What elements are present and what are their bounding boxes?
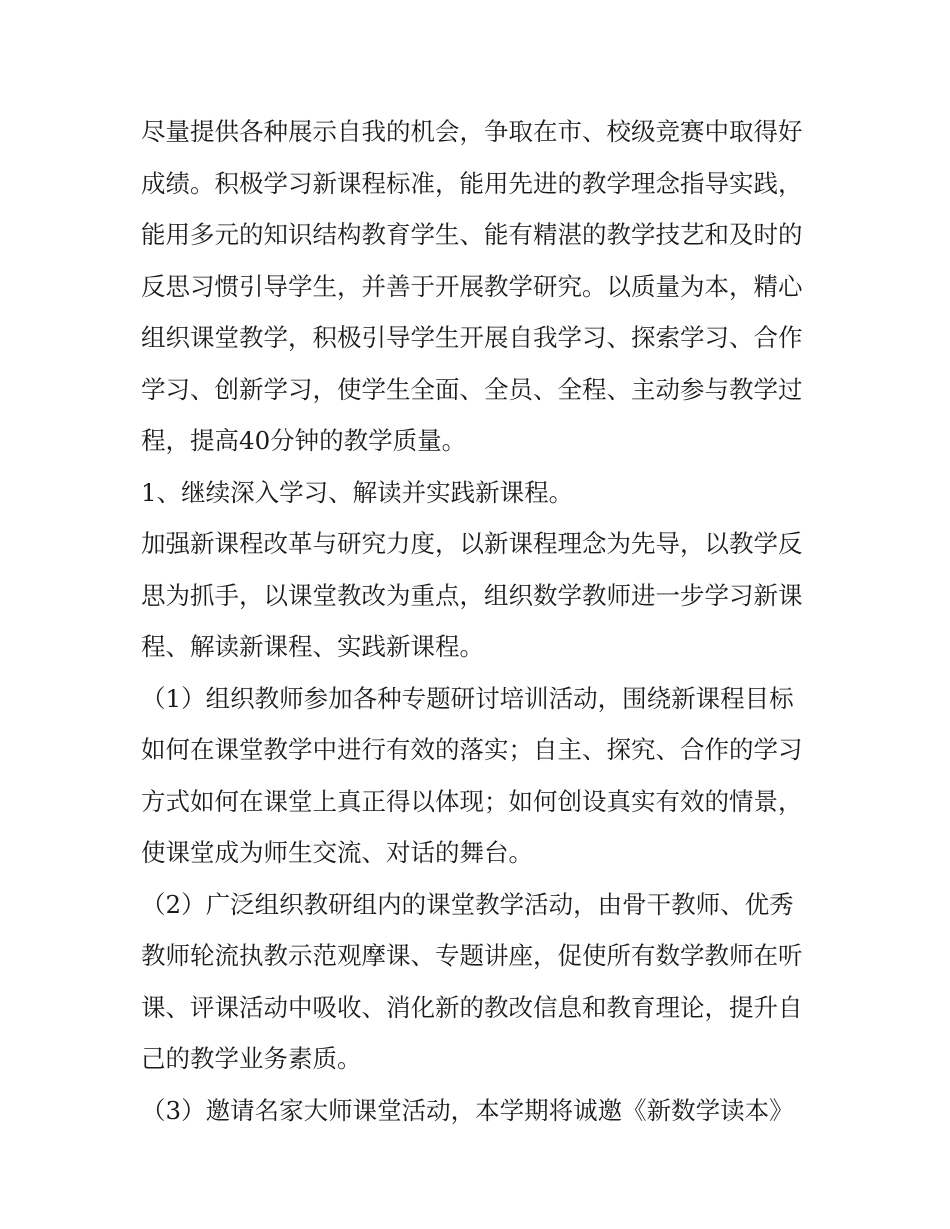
paragraph-line: 教师轮流执教示范观摩课、专题讲座，促使所有数学教师在听 [141,941,803,970]
paragraph-line: 程、解读新课程、实践新课程。 [141,632,484,661]
paragraph-line: 组织课堂教学，积极引导学生开展自我学习、探索学习、合作 [141,323,803,352]
paragraph-line: 方式如何在课堂上真正得以体现；如何创设真实有效的情景， [141,786,803,816]
paragraph-line: 使课堂成为师生交流、对话的舞台。 [141,838,533,867]
paragraph-line: 己的教学业务素质。 [141,1044,362,1073]
paragraph-line: 尽量提供各种展示自我的机会，争取在市、校级竞赛中取得好 [141,117,803,146]
document-body [141,106,821,1136]
paragraph-line: 思为抓手，以课堂教改为重点，组织数学教师进一步学习新课 [141,580,803,610]
list-item-line: （2）广泛组织教研组内的课堂教学活动，由骨干教师、优秀 [141,889,794,919]
paragraph-line: 程，提高40分钟的教学质量。 [141,426,467,455]
paragraph-line: 成绩。积极学习新课程标准，能用先进的教学理念指导实践， [141,168,803,198]
section-heading: 1、继续深入学习、解读并实践新课程。 [141,477,574,507]
paragraph-line: 能用多元的知识结构教育学生、能有精湛的教学技艺和及时的 [141,220,803,249]
paragraph-line: 学习、创新学习，使学生全面、全员、全程、主动参与教学过 [141,374,803,404]
list-item-line: （1）组织教师参加各种专题研讨培训活动，围绕新课程目标 [141,683,794,713]
paragraph-line: 如何在课堂教学中进行有效的落实；自主、探究、合作的学习 [141,735,803,764]
paragraph-line: 课、评课活动中吸收、消化新的教改信息和教育理论，提升自 [141,992,803,1022]
list-item-line: （3）邀请名家大师课堂活动，本学期将诚邀《新数学读本》 [141,1095,794,1125]
paragraph-line: 加强新课程改革与研究力度，以新课程理念为先导，以教学反 [141,529,803,558]
paragraph-line: 反思习惯引导学生，并善于开展教学研究。以质量为本，精心 [141,271,803,301]
